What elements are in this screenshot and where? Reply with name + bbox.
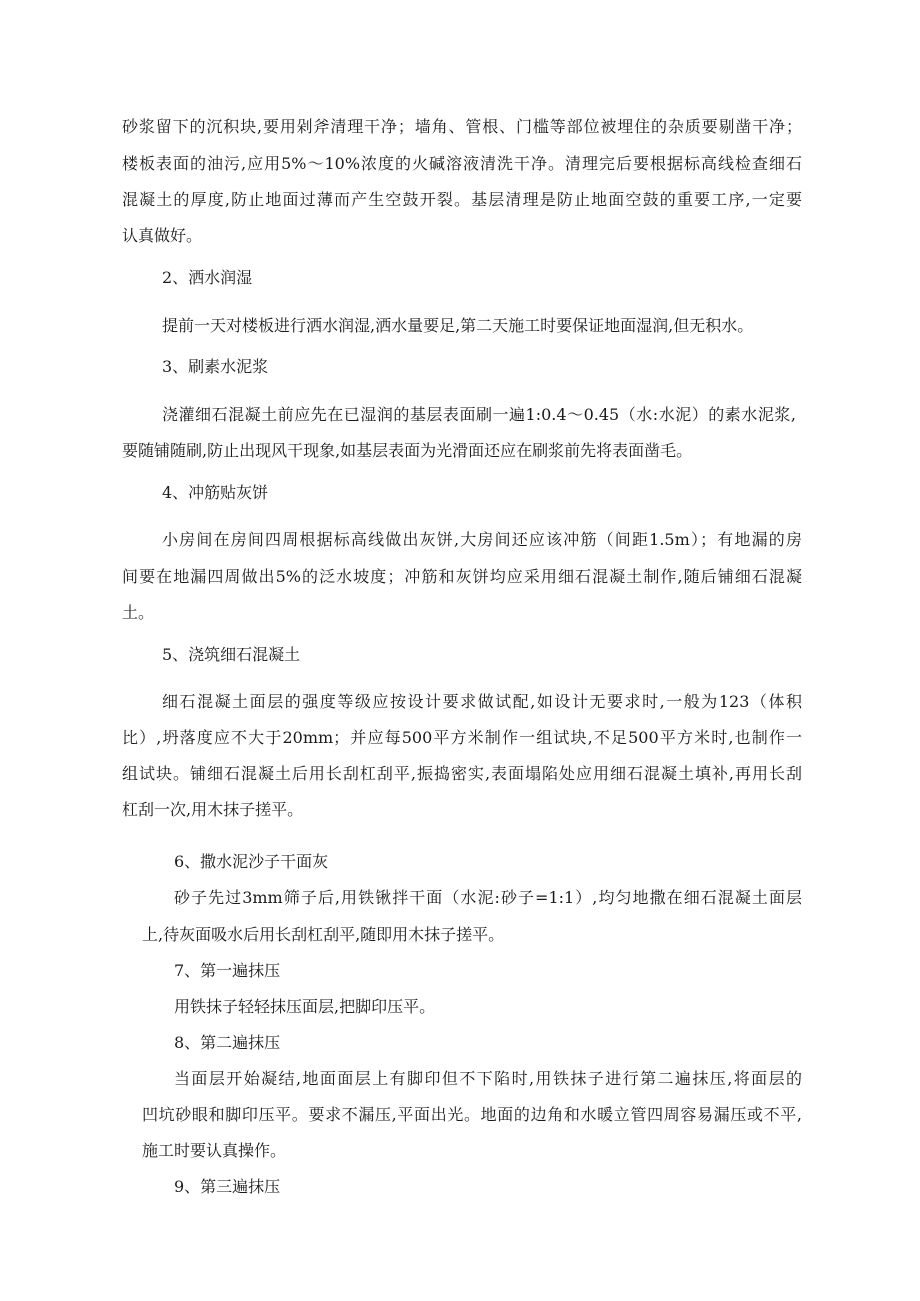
section-heading: 6、撒水泥沙子干面灰: [174, 852, 329, 871]
paragraph-line: 比）,坍落度应不大于20mm；并应每500平方米制作一组试块,不足500平方米时,也制作一: [122, 728, 802, 747]
paragraph-line: 土。: [122, 603, 155, 622]
paragraph-line: 上,待灰面吸水后用长刮杠刮平,随即用木抹子搓平。: [142, 925, 505, 944]
paragraph-line: 间要在地漏四周做出5%的泛水坡度；冲筋和灰饼均应采用细石混凝土制作,随后铺细石混凝: [122, 567, 802, 586]
section-heading: 5、浇筑细石混凝土: [162, 645, 301, 664]
paragraph-line: 用铁抹子轻轻抹压面层,把脚印压平。: [174, 997, 436, 1016]
paragraph-line: 杠刮一次,用木抹子搓平。: [122, 800, 304, 819]
paragraph-line: 提前一天对楼板进行洒水润湿,洒水量要足,第二天施工时要保证地面湿润,但无积水。: [162, 316, 754, 335]
paragraph-line: 要随铺随刷,防止出现风干现象,如基层表面为光滑面还应在刷浆前先将表面凿毛。: [122, 441, 693, 460]
paragraph-line: 认真做好。: [122, 226, 203, 245]
section-heading: 9、第三遍抹压: [174, 1177, 281, 1196]
paragraph-line: 凹坑砂眼和脚印压平。要求不漏压,平面出光。地面的边角和水暖立管四周容易漏压或不平,: [142, 1105, 802, 1124]
paragraph-line: 组试块。铺细石混凝土后用长刮杠刮平,振捣密实,表面塌陷处应用细石混凝土填补,再用长刮: [122, 764, 802, 783]
section-heading: 2、洒水润湿: [162, 268, 253, 287]
paragraph-line: 楼板表面的油污,应用5%～10%浓度的火碱溶液清洗干净。清理完后要根据标高线检查细石: [122, 154, 802, 173]
paragraph-line: 砂子先过3mm筛子后,用铁锹拌干面（水泥:砂子=1:1）,均匀地撒在细石混凝土面层: [174, 888, 802, 907]
paragraph-line: 砂浆留下的沉积块,要用剁斧清理干净；墙角、管根、门槛等部位被埋住的杂质要剔凿干净；: [122, 117, 802, 136]
paragraph-line: 浇灌细石混凝土前应先在已湿润的基层表面刷一遍1:0.4～0.45（水:水泥）的素水泥浆,: [162, 405, 796, 424]
paragraph-line: 当面层开始凝结,地面面层上有脚印但不下陷时,用铁抹子进行第二遍抹压,将面层的: [174, 1069, 802, 1088]
paragraph-line: 施工时要认真操作。: [142, 1141, 287, 1160]
paragraph-line: 混凝土的厚度,防止地面过薄而产生空鼓开裂。基层清理是防止地面空鼓的重要工序,一定要: [122, 190, 802, 209]
section-heading: 3、刷素水泥浆: [162, 357, 269, 376]
paragraph-line: 细石混凝土面层的强度等级应按设计要求做试配,如设计无要求时,一般为123（体积: [162, 692, 802, 711]
section-heading: 8、第二遍抹压: [174, 1033, 281, 1052]
paragraph-line: 小房间在房间四周根据标高线做出灰饼,大房间还应该冲筋（间距1.5m）；有地漏的房: [162, 530, 802, 549]
section-heading: 7、第一遍抹压: [174, 961, 281, 980]
section-heading: 4、冲筋贴灰饼: [162, 483, 269, 502]
